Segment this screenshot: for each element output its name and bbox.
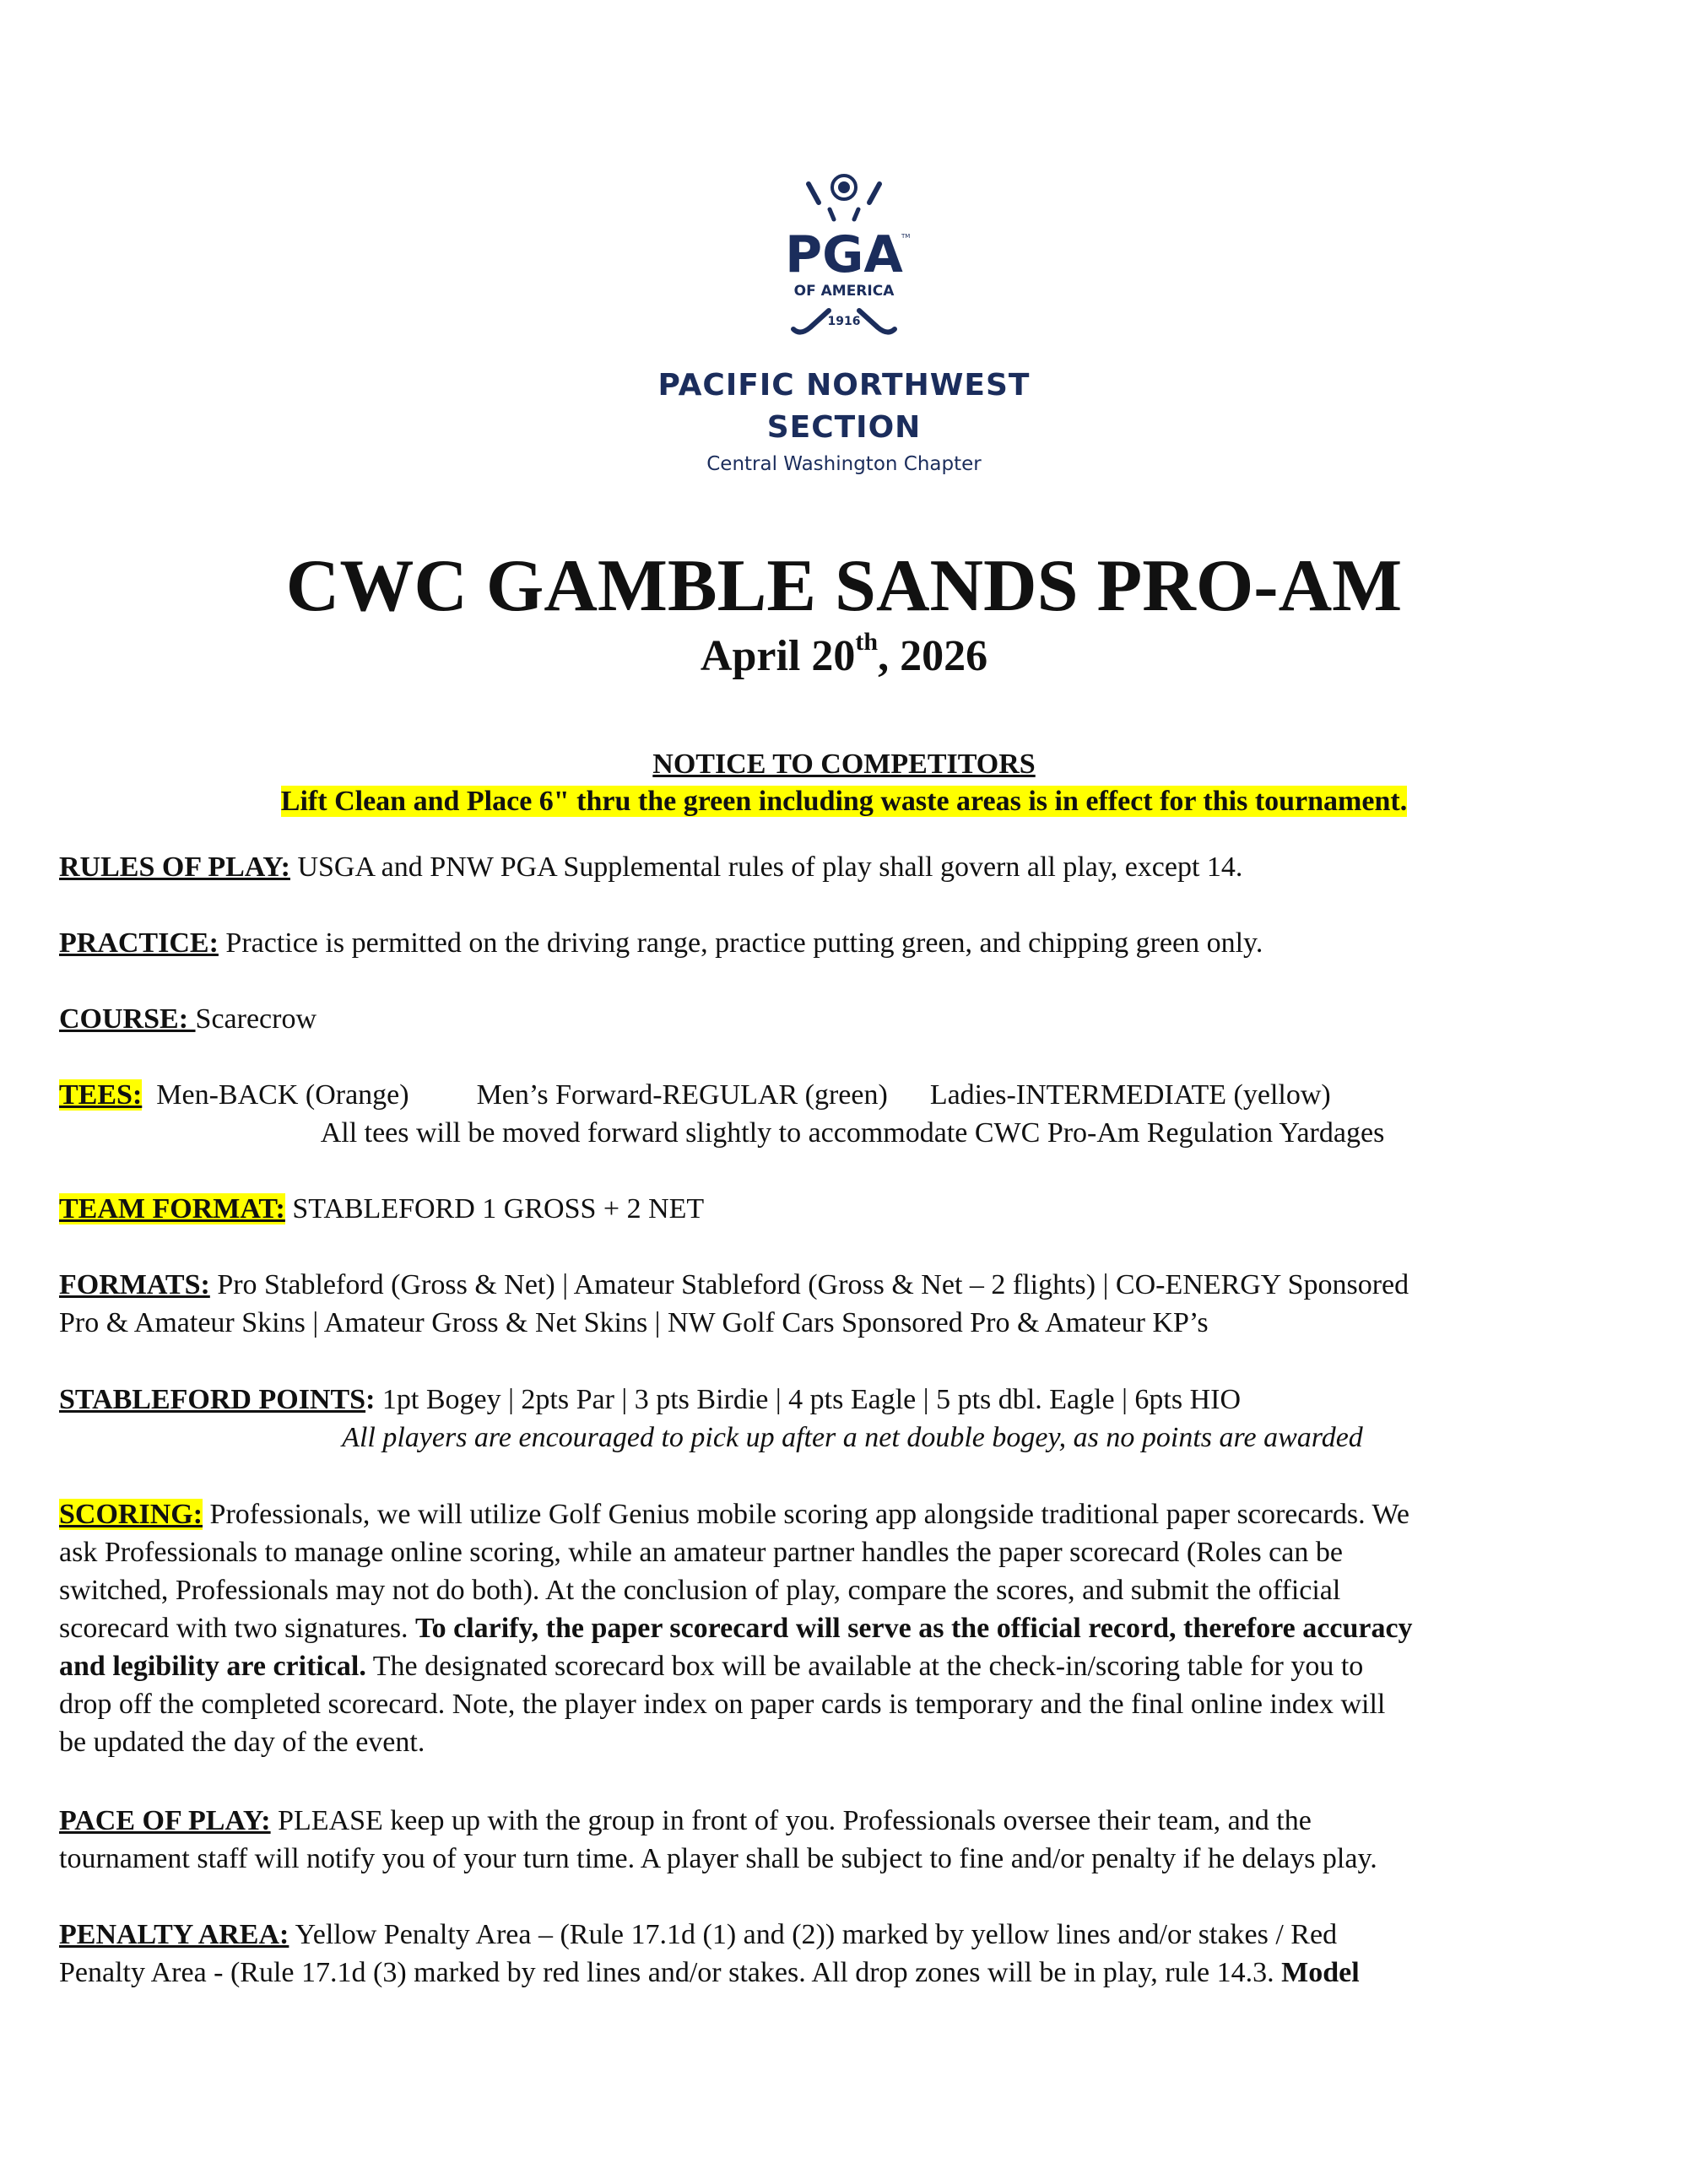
team-format-section xyxy=(59,1190,1646,1228)
date-suffix-ordinal: th xyxy=(855,628,879,656)
scoring-label: SCORING: xyxy=(59,1499,203,1530)
page-title: CWC GAMBLE SANDS PRO-AM xyxy=(285,545,1403,627)
pace-label: PACE OF PLAY: xyxy=(59,1805,271,1836)
rules-text: USGA and PNW PGA Supplemental rules of play shall govern all play, except 14. xyxy=(289,851,1243,883)
team-format-text: STABLEFORD 1 GROSS + 2 NET xyxy=(284,1193,705,1224)
course-label: COURSE: xyxy=(59,1003,196,1035)
penalty-line-1: Yellow Penalty Area – (Rule 17.1d (1) and (2)) marked by yellow lines and/or stakes / Red xyxy=(289,1919,1338,1950)
date-prefix: April 20 xyxy=(700,632,856,680)
scoring-line-5-bold: and legibility are critical. xyxy=(59,1651,366,1682)
stableford-text: 1pt Bogey | 2pts Par | 3 pts Birdie | 4 pts Eagle | 5 pts dbl. Eagle | 6pts HIO xyxy=(375,1384,1242,1415)
pace-line-1: PLEASE keep up with the group in front of you. Professionals oversee their team, and the xyxy=(270,1805,1312,1836)
tees-forward: Men’s Forward-REGULAR (green) xyxy=(476,1079,888,1111)
stableford-section xyxy=(59,1381,1646,1457)
course-text: Scarecrow xyxy=(195,1003,317,1035)
formats-line-2: Pro & Amateur Skins | Amateur Gross & Net Skins | NW Golf Cars Sponsored Pro & Amateur KP’s xyxy=(59,1307,1209,1338)
pace-section xyxy=(59,1802,1646,1878)
chapter-name: Central Washington Chapter xyxy=(706,453,982,475)
scoring-line-6: drop off the completed scorecard. Note, the player index on paper cards is temporary and the final online index will xyxy=(59,1689,1386,1720)
date-year: , 2026 xyxy=(878,632,988,680)
year-text: 1916 xyxy=(827,315,861,328)
section-line-1: PACIFIC NORTHWEST xyxy=(657,368,1031,403)
section-line-2: SECTION xyxy=(766,410,922,445)
golf-club-left-icon xyxy=(793,311,829,332)
course-section xyxy=(59,1000,1646,1038)
ray-left-icon xyxy=(809,184,819,203)
formats-label: FORMATS: xyxy=(59,1269,210,1300)
formats-line-1: Pro Stableford (Gross & Net) | Amateur Stableford (Gross & Net – 2 flights) | CO-ENERGY Sponsored xyxy=(209,1269,1409,1300)
tees-note: All tees will be moved forward slightly to accommodate CWC Pro-Am Regulation Yardages xyxy=(320,1117,1385,1149)
tees-ladies: Ladies-INTERMEDIATE (yellow) xyxy=(929,1079,1331,1111)
rules-section xyxy=(59,848,1646,886)
pga-emblem xyxy=(734,169,954,346)
penalty-section xyxy=(59,1916,1646,1992)
scoring-section xyxy=(59,1495,1646,1761)
stableford-colon: : xyxy=(365,1384,376,1415)
pga-wordmark: PGA xyxy=(785,225,903,284)
penalty-line-2-plain: Penalty Area - (Rule 17.1d (3) marked by red lines and/or stakes. All drop zones will be in play, rule 14.3. xyxy=(59,1957,1282,1988)
notice-heading: NOTICE TO COMPETITORS xyxy=(652,749,1036,780)
of-america-text: OF AMERICA xyxy=(793,283,895,300)
section-name xyxy=(0,365,1688,449)
tees-label: TEES: xyxy=(59,1079,143,1111)
notice-highlight xyxy=(0,784,1688,819)
scoring-line-4-plain: scorecard with two signatures. xyxy=(59,1613,416,1644)
tees-men: Men-BACK (Orange) xyxy=(156,1079,409,1111)
scoring-line-4-bold: To clarify, the paper scorecard will serve as the official record, therefore accuracy xyxy=(415,1613,1413,1644)
rules-label: RULES OF PLAY: xyxy=(59,851,290,883)
scoring-line-7: be updated the day of the event. xyxy=(59,1727,425,1758)
practice-label: PRACTICE: xyxy=(59,927,219,959)
stableford-note: All players are encouraged to pick up after a net double bogey, as no points are awarded xyxy=(342,1422,1363,1453)
scoring-line-3: switched, Professionals may not do both). At the conclusion of play, compare the scores, and submit the official xyxy=(59,1575,1341,1606)
ray-right-icon xyxy=(869,184,879,203)
scoring-line-2: ask Professionals to manage online scoring, while an amateur partner handles the paper scorecard (Roles can be xyxy=(59,1537,1343,1568)
stableford-label: STABLEFORD POINTS xyxy=(59,1384,366,1415)
tees-section xyxy=(59,1076,1646,1152)
pace-line-2: tournament staff will notify you of your turn time. A player shall be subject to fine and/or penalty if he delays play. xyxy=(59,1843,1377,1874)
scoring-line-1: Professionals, we will utilize Golf Genius mobile scoring app alongside traditional paper scorecards. We xyxy=(203,1499,1409,1530)
practice-section xyxy=(59,924,1646,962)
penalty-line-2-bold: Model xyxy=(1281,1957,1360,1988)
formats-section xyxy=(59,1266,1646,1342)
team-format-label: TEAM FORMAT: xyxy=(59,1193,285,1224)
notice-highlight-text: Lift Clean and Place 6" thru the green including waste areas is in effect for this tournament. xyxy=(280,786,1408,817)
svg-text:TM: TM xyxy=(901,233,911,240)
penalty-label: PENALTY AREA: xyxy=(59,1919,289,1950)
practice-text: Practice is permitted on the driving range, practice putting green, and chipping green only. xyxy=(218,927,1263,959)
scoring-line-5-plain: The designated scorecard box will be available at the check-in/scoring table for you to xyxy=(365,1651,1364,1682)
golf-club-right-icon xyxy=(859,311,895,332)
event-date xyxy=(0,629,1688,684)
